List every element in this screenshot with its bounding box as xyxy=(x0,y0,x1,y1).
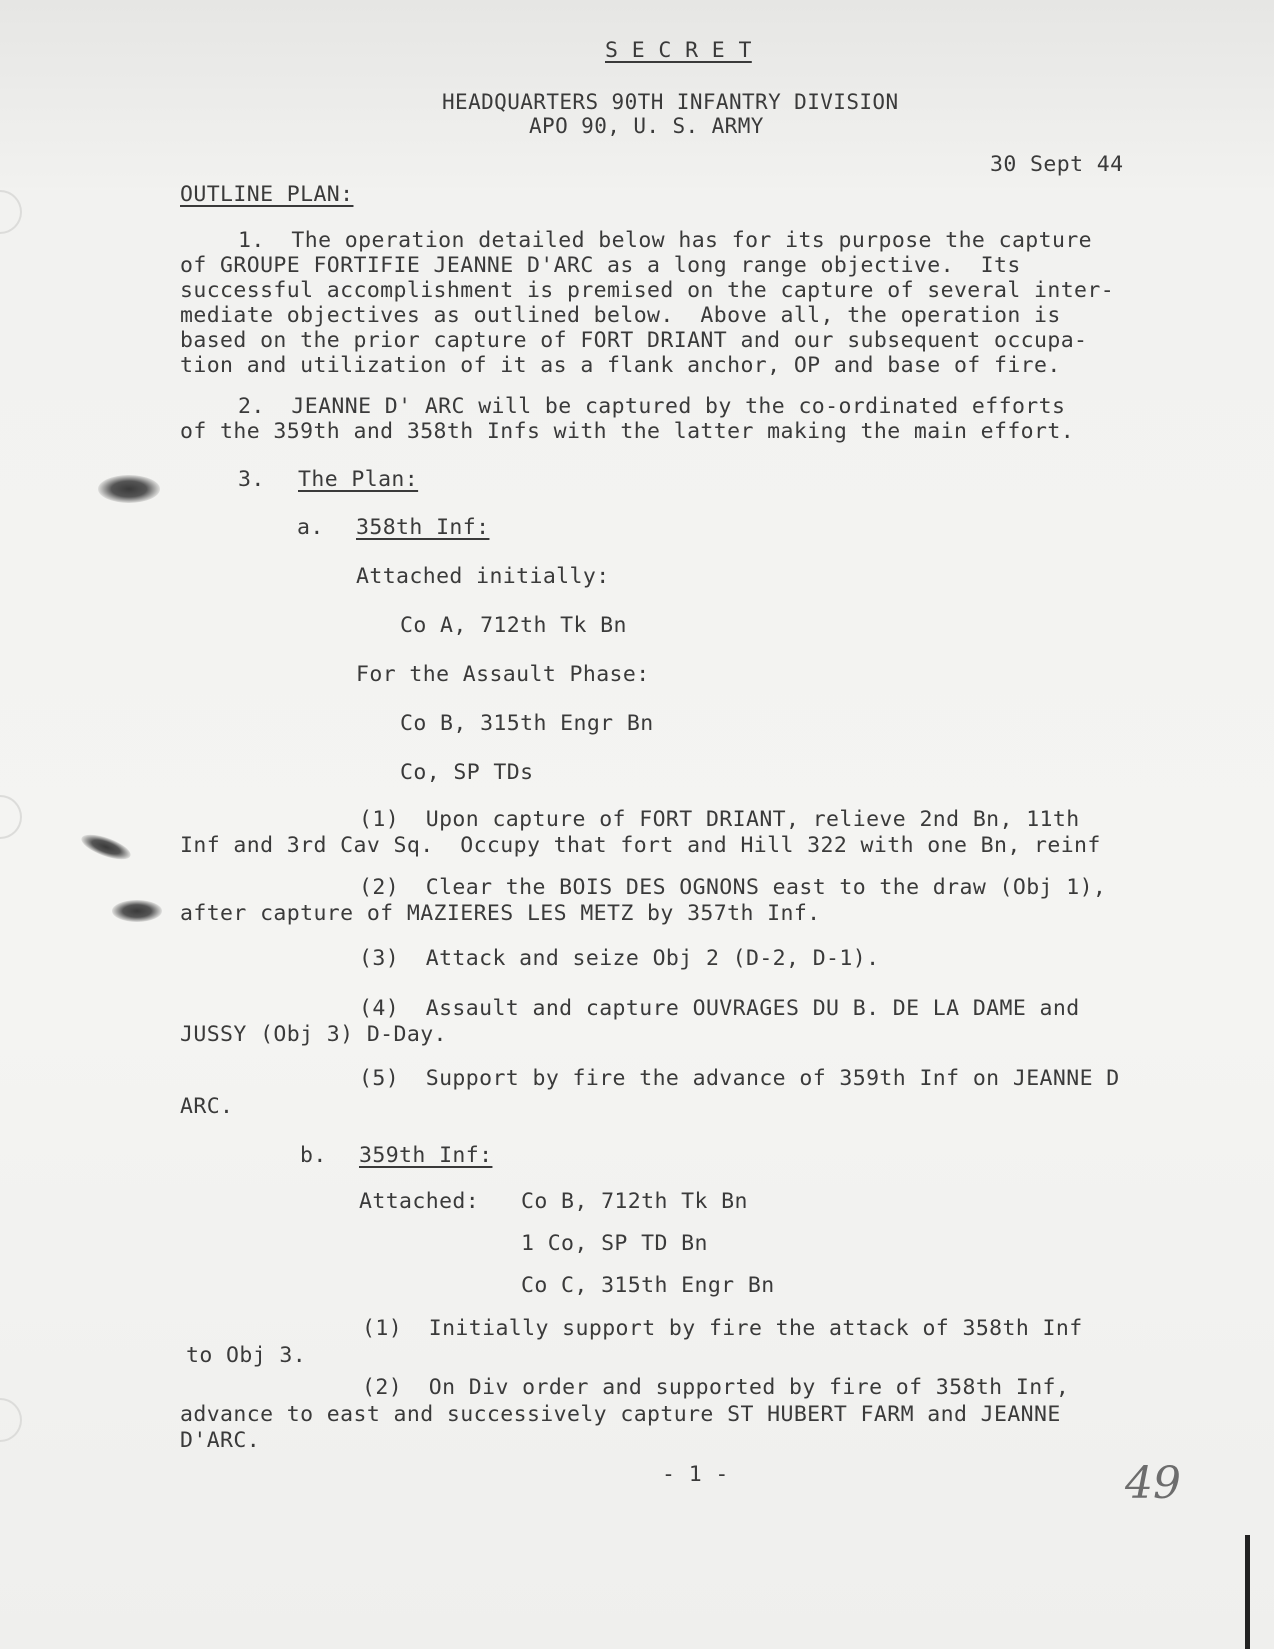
para2-line: 2. JEANNE D' ARC will be captured by the co-ordinated efforts xyxy=(238,394,1066,419)
sub-a-title: 358th Inf: xyxy=(356,515,490,540)
para1-line: 1. The operation detailed below has for its purpose the capture xyxy=(238,228,1093,253)
scan-smudge xyxy=(98,475,160,503)
handwritten-page-number: 49 xyxy=(1125,1458,1181,1509)
punch-hole xyxy=(0,1398,22,1442)
classification-marking: S E C R E T xyxy=(605,38,752,63)
sub-a-task: (2) Clear the BOIS DES OGNONS east to the draw (Obj 1), xyxy=(359,875,1107,900)
sub-b-attached-label: Attached: xyxy=(359,1189,480,1214)
para1-line: mediate objectives as outlined below. Above all, the operation is xyxy=(180,303,1061,328)
para3-title: The Plan: xyxy=(298,467,419,492)
sub-b-attached-item: Co C, 315th Engr Bn xyxy=(521,1273,775,1298)
sub-a-assault-label: For the Assault Phase: xyxy=(356,662,650,687)
punch-hole xyxy=(0,190,22,234)
punch-hole xyxy=(0,795,22,839)
unit-address: APO 90, U. S. ARMY xyxy=(529,114,764,138)
sub-a-task-cont: after capture of MAZIERES LES METZ by 357th Inf. xyxy=(180,901,821,926)
sub-b-task-cont: advance to east and successively capture ST HUBERT FARM and JEANNE xyxy=(180,1402,1061,1427)
para1-line: based on the prior capture of FORT DRIANT and our subsequent occupa- xyxy=(180,328,1088,353)
sub-b-task-cont: D'ARC. xyxy=(180,1428,261,1453)
para1-line: of GROUPE FORTIFIE JEANNE D'ARC as a long range objective. Its xyxy=(180,253,1021,278)
sub-b-attached-item: Co B, 712th Tk Bn xyxy=(521,1189,748,1214)
sub-a-assault-item: Co, SP TDs xyxy=(400,760,534,785)
para2-line: of the 359th and 358th Infs with the latter making the main effort. xyxy=(180,419,1075,444)
scan-smudge xyxy=(78,830,133,865)
sub-b-task: (2) On Div order and supported by fire of 358th Inf, xyxy=(362,1375,1070,1400)
sub-b-title: 359th Inf: xyxy=(359,1143,493,1168)
page-number: - 1 - xyxy=(662,1462,729,1487)
sub-b-attached-item: 1 Co, SP TD Bn xyxy=(521,1231,708,1256)
document-date: 30 Sept 44 xyxy=(990,152,1124,177)
sub-a-task: (3) Attack and seize Obj 2 (D-2, D-1). xyxy=(359,946,880,971)
sub-a-attached-item: Co A, 712th Tk Bn xyxy=(400,613,627,638)
para1-line: tion and utilization of it as a flank anchor, OP and base of fire. xyxy=(180,353,1061,378)
sub-a-letter: a. xyxy=(297,515,324,540)
scan-smudge xyxy=(112,900,162,922)
sub-a-attached-label: Attached initially: xyxy=(356,564,610,589)
sub-b-letter: b. xyxy=(300,1143,327,1168)
sub-a-task-cont: JUSSY (Obj 3) D-Day. xyxy=(180,1022,447,1047)
sub-a-task: (4) Assault and capture OUVRAGES DU B. DE LA DAME and xyxy=(359,996,1080,1021)
unit-heading: HEADQUARTERS 90TH INFANTRY DIVISION xyxy=(442,90,899,114)
sub-a-task-cont: ARC. xyxy=(180,1094,234,1119)
sub-a-task: (1) Upon capture of FORT DRIANT, relieve 2nd Bn, 11th xyxy=(359,807,1080,832)
scan-edge-bar xyxy=(1245,1535,1250,1649)
sub-a-assault-item: Co B, 315th Engr Bn xyxy=(400,711,654,736)
sub-b-task-cont: to Obj 3. xyxy=(186,1343,307,1368)
sub-a-task-cont: Inf and 3rd Cav Sq. Occupy that fort and Hill 322 with one Bn, reinf xyxy=(180,833,1101,858)
section-title: OUTLINE PLAN: xyxy=(180,182,354,207)
para1-line: successful accomplishment is premised on the capture of several inter- xyxy=(180,278,1115,303)
sub-b-task: (1) Initially support by fire the attack of 358th Inf xyxy=(362,1316,1083,1341)
sub-a-task: (5) Support by fire the advance of 359th Inf on JEANNE D xyxy=(359,1066,1120,1091)
para3-number: 3. xyxy=(238,467,265,492)
